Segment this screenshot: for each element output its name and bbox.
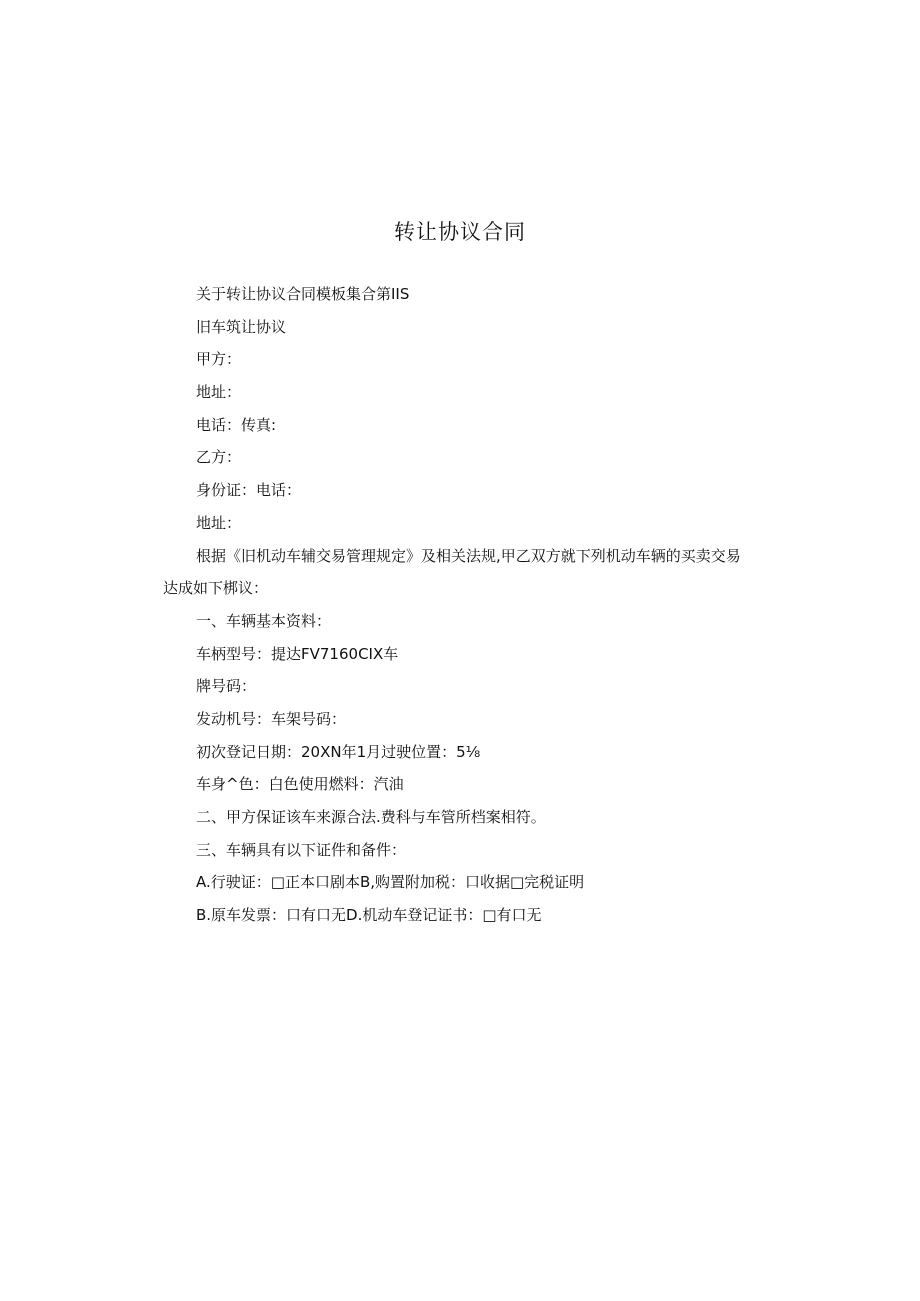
registration-date-line: 初次登记日期：20XN年1月过驶位置：5⅛ (196, 742, 481, 761)
documents-line-a: A.行驶证：□正本口剧本B,购置附加税：口收据□完税证明 (196, 873, 585, 892)
preamble-line-1: 根据《旧机动车辅交易管理规定》及相关法规,甲乙双方就下列机动车辆的买卖交易 (196, 546, 741, 565)
party-b-address-label: 地址： (196, 513, 242, 532)
party-a-label: 甲方： (196, 350, 242, 369)
section-3-heading: 三、车辆具有以下证件和备件： (196, 840, 407, 859)
vehicle-model-line: 车柄型号：提达FV7160CIX车 (196, 644, 399, 663)
paragraph-line-agreement-name: 旧车筑让协议 (196, 317, 287, 336)
preamble-line-2: 达成如下梆议： (163, 579, 269, 598)
section-1-heading: 一、车辆基本资料： (196, 611, 332, 630)
party-a-phone-fax-label: 电话：传真: (196, 415, 277, 434)
plate-number-line: 牌号码： (196, 677, 257, 696)
body-color-fuel-line: 车身^色：白色使用燃料：汽油 (196, 775, 404, 794)
paragraph-line-subtitle: 关于转让协议合同模板集合第IIS (196, 285, 410, 303)
party-a-address-label: 地址： (196, 383, 242, 402)
engine-frame-number-line: 发动机号：车架号码： (196, 709, 347, 728)
document-title: 转让协议合同 (394, 220, 526, 244)
section-2-heading: 二、甲方保证该车来源合法.费科与车管所档案相符。 (196, 808, 546, 826)
party-b-label: 乙方： (196, 448, 242, 467)
documents-line-b: B.原车发票：口有口无D.机动车登记证书：□有口无 (196, 906, 542, 925)
party-b-id-phone-label: 身份证：电话： (196, 481, 302, 500)
document-body (163, 278, 763, 932)
